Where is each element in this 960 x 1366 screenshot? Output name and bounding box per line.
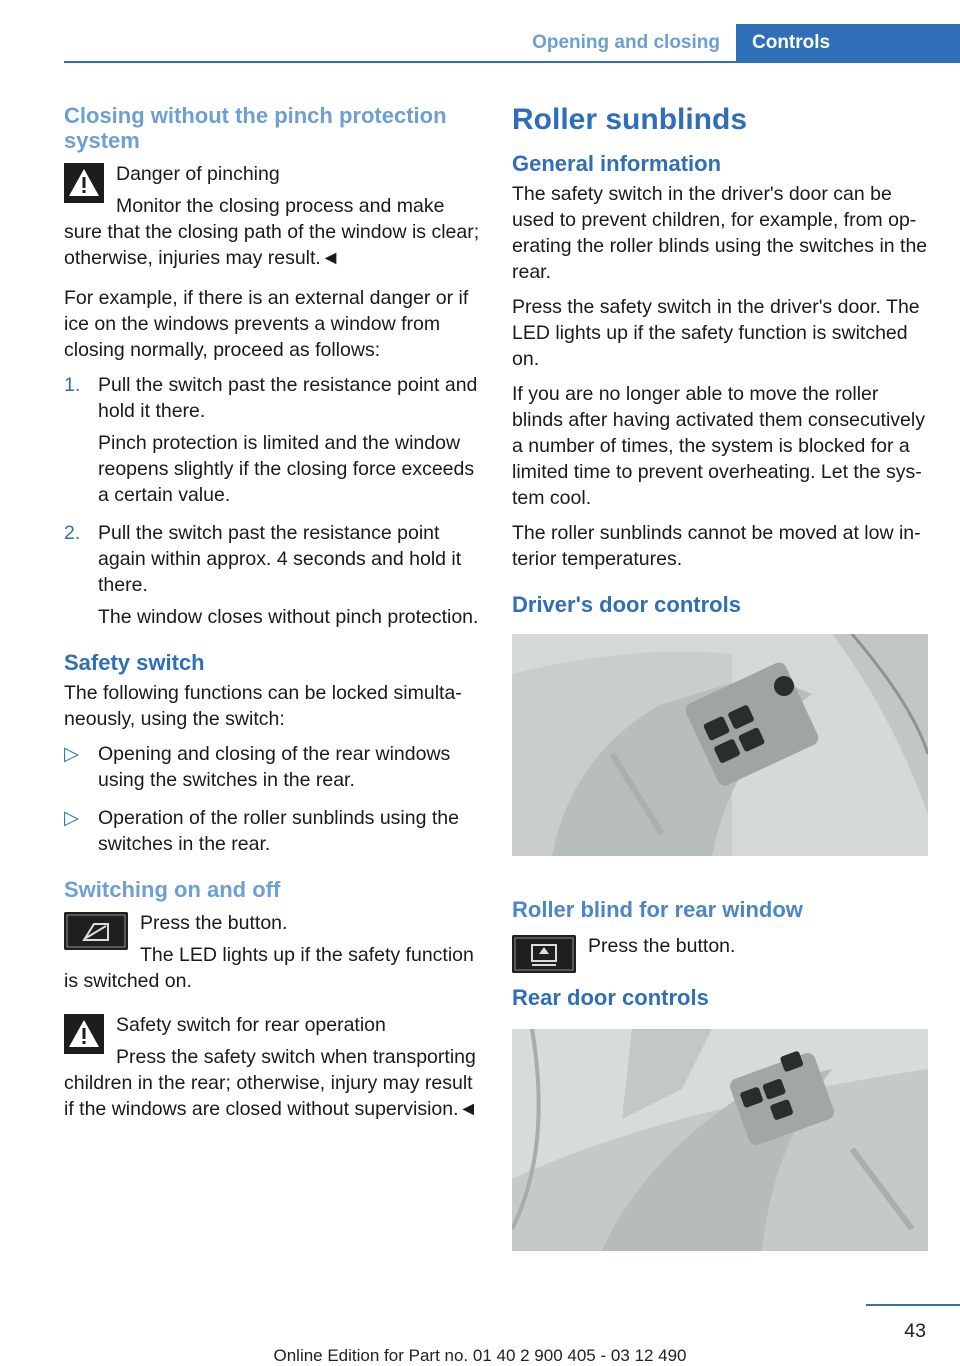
warning-triangle-icon [64, 163, 104, 203]
warning-pinching-line2: sure that the closing path of the window is clear; otherwise, injuries may result.◄ [64, 221, 480, 269]
step-item [64, 372, 480, 508]
edition-text: Online Edition for Part no. 01 40 2 900 405 - 03 12 490 [273, 1346, 687, 1365]
switch-led-text-b: is switched on. [64, 970, 192, 992]
general-paragraph-3: If you are no longer able to move the roller blinds after having activated them consecutively a number of times, the system is blocked for a limited time to prevent overheating. Let the system cool. [512, 383, 925, 509]
general-paragraph-4: The roller sunblinds cannot be moved at low interior temperatures. [512, 522, 921, 570]
rear-window-press-text: Press the button. [588, 935, 736, 957]
heading-drivers-door-controls: Driver's door controls [512, 592, 741, 617]
warning-pinching [64, 161, 480, 271]
warning-rear-line1: Press the safety switch when transporting [116, 1046, 476, 1068]
child-lock-button-icon [64, 912, 128, 950]
page-number: 43 [904, 1320, 926, 1342]
bullet-item [64, 805, 480, 857]
warning-triangle-icon [64, 1014, 104, 1054]
heading-roller-blind-rear-window: Roller blind for rear window [512, 897, 803, 922]
heading-closing-without-pinch: Closing without the pinch protection system [64, 103, 447, 153]
step-number: 2. [64, 522, 81, 544]
roller-blind-button-icon [512, 935, 576, 973]
heading-general-information: General information [512, 151, 722, 176]
safety-button-row [64, 910, 480, 994]
warning-pinching-line1: Monitor the closing process and make [116, 195, 445, 217]
heading-safety-switch: Safety switch [64, 650, 205, 675]
step-number: 1. [64, 374, 81, 396]
step-item [64, 520, 480, 630]
step-text: Pull the switch past the resistance point and hold it there. [98, 374, 478, 422]
heading-rear-door-controls: Rear door controls [512, 985, 709, 1010]
general-paragraph-2: Press the safety switch in the driver's door. The LED lights up if the safety function is switched on. [512, 296, 920, 370]
footer-rule [866, 1304, 960, 1306]
warning-rear-title: Safety switch for rear operation [116, 1014, 386, 1036]
bullet-triangle-icon: ▷ [64, 743, 79, 765]
warning-rear-line2: children in the rear; otherwise, injury may result if the windows are closed without supervision.◄ [64, 1072, 478, 1120]
bullet-triangle-icon: ▷ [64, 807, 79, 829]
switch-led-text-a: The LED lights up if the safety function [140, 944, 474, 966]
bullet-text: Operation of the roller sunblinds using the switches in the rear. [98, 807, 459, 855]
heading-roller-sunblinds: Roller sunblinds [512, 103, 748, 136]
header-rule [64, 61, 960, 63]
warning-rear-operation [64, 1012, 480, 1122]
rear-window-button-row [512, 933, 928, 959]
right-column [512, 103, 928, 1292]
closing-steps [64, 372, 480, 630]
left-column [64, 103, 480, 1136]
warning-pinching-title: Danger of pinching [116, 163, 280, 185]
header-tab-controls: Controls [736, 24, 960, 62]
general-paragraph-1: The safety switch in the driver's door can be used to prevent children, for example, from operating the roller blinds using the switches in the rear. [512, 183, 928, 283]
safety-functions [64, 741, 480, 857]
bullet-text: Opening and closing of the rear windows using the switches in the rear. [98, 743, 451, 791]
rear-door-controls-image [512, 1029, 928, 1251]
step-text: Pull the switch past the resistance point again within approx. 4 seconds and hold it there. [98, 522, 462, 596]
drivers-door-controls-image [512, 634, 928, 856]
step-note: The window closes without pinch protection. [98, 606, 479, 628]
header-section-title: Opening and closing [532, 32, 720, 53]
closing-intro: For example, if there is an external danger or if ice on the windows prevents a window from closing normally, proceed as follows: [64, 287, 469, 361]
switch-press-text: Press the button. [140, 912, 288, 934]
safety-intro: The following functions can be locked simultaneously, using the switch: [64, 682, 462, 730]
bullet-item [64, 741, 480, 793]
heading-switching-on-off: Switching on and off [64, 877, 281, 902]
step-note: Pinch protection is limited and the window reopens slightly if the closing force exceeds a certain value. [98, 432, 475, 506]
